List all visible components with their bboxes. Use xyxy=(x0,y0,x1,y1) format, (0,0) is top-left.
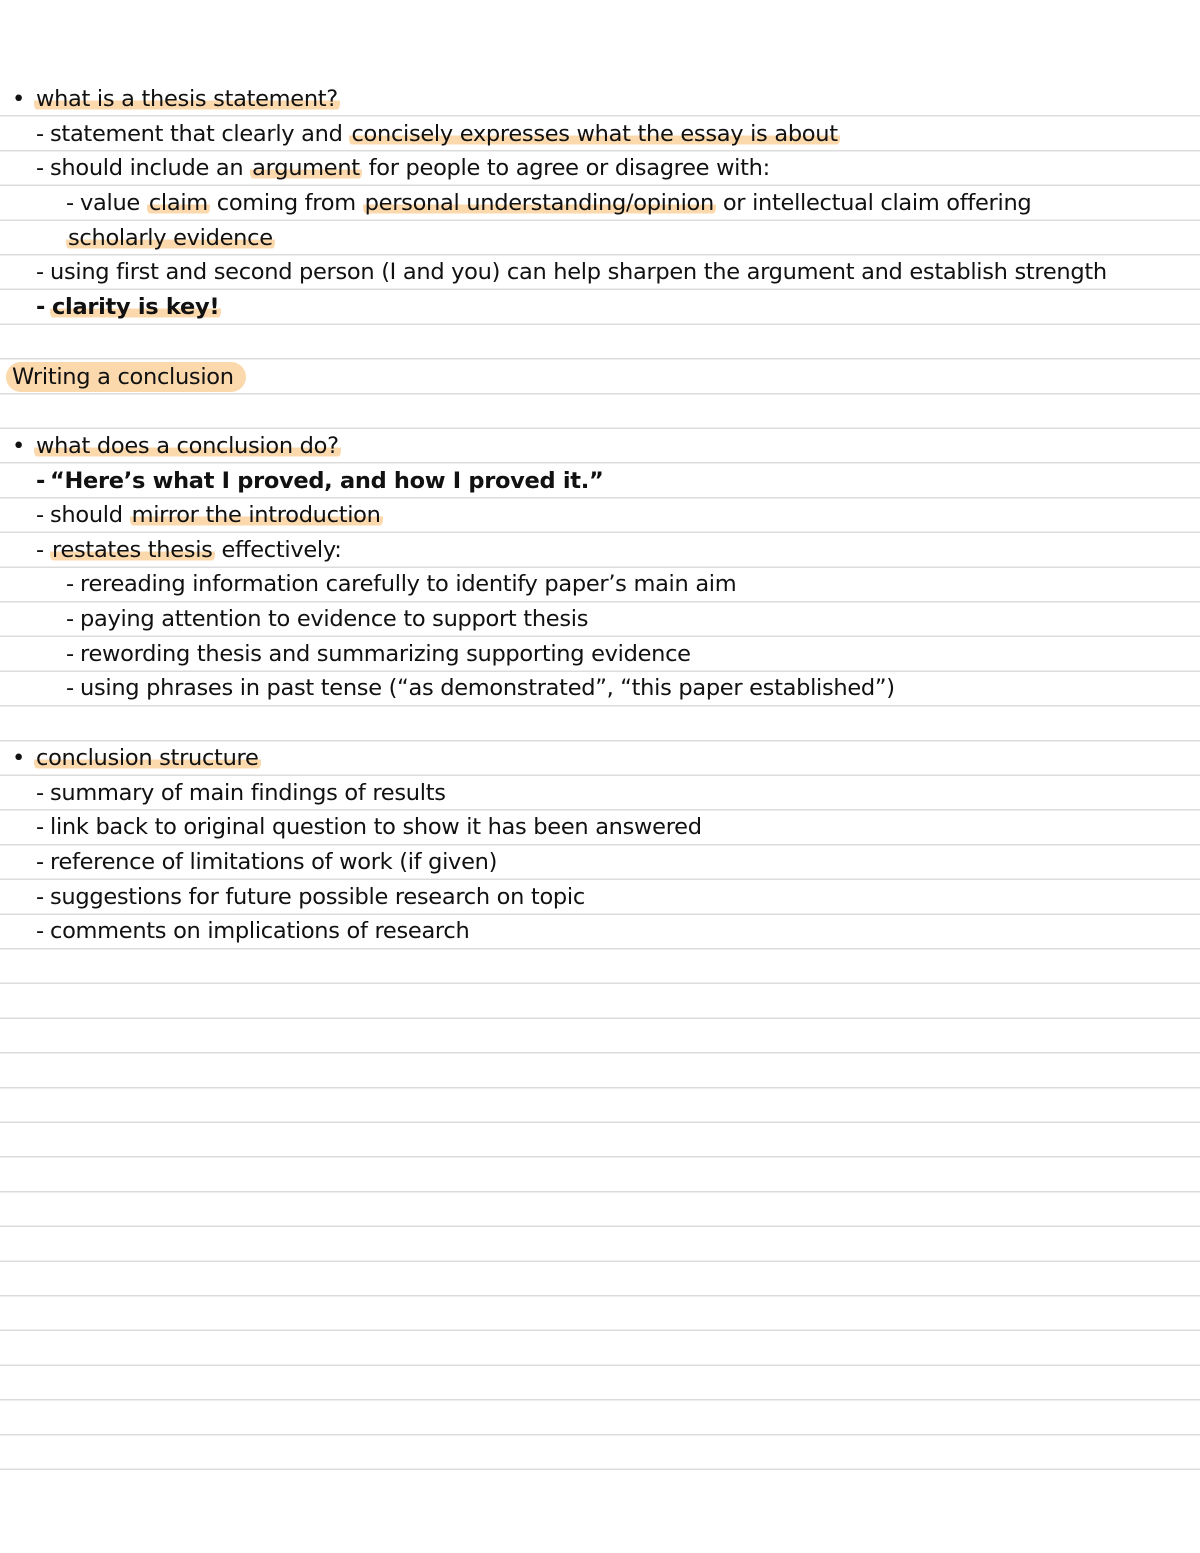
bullet-icon: • xyxy=(12,433,25,459)
conclusion-heading: • what does a conclusion do? xyxy=(12,429,341,464)
structure-point-5: - comments on implications of research xyxy=(36,918,470,944)
structure-point-1: - summary of main findings of results xyxy=(36,780,446,806)
thesis-point-2: - should include an argument for people to agree or disagree with: xyxy=(36,155,770,181)
conclusion-point-3: - restates thesis effectively: xyxy=(36,537,342,563)
structure-point-2: - link back to original question to show it has been answered xyxy=(36,814,702,840)
thesis-subpoint-1: - value claim coming from personal understanding/opinion or intellectual claim offering xyxy=(66,190,1032,216)
structure-point-4: - suggestions for future possible research on topic xyxy=(36,884,585,910)
conclusion-point-2: - should mirror the introduction xyxy=(36,502,381,528)
conclusion-subpoint-2: - paying attention to evidence to support thesis xyxy=(66,606,589,632)
conclusion-subpoint-3: - rewording thesis and summarizing supporting evidence xyxy=(66,641,691,667)
structure-heading: • conclusion structure xyxy=(12,741,261,776)
conclusion-subpoint-4: - using phrases in past tense (“as demonstrated”, “this paper established”) xyxy=(66,675,895,701)
structure-point-3: - reference of limitations of work (if given) xyxy=(36,849,498,875)
thesis-point-3: - using first and second person (I and you) can help sharpen the argument and establish strength xyxy=(36,259,1107,285)
bullet-icon: • xyxy=(12,86,25,112)
conclusion-point-1: - “Here’s what I proved, and how I proved it.” xyxy=(36,468,604,494)
section-title: Writing a conclusion xyxy=(12,360,246,395)
thesis-subpoint-1-continued: scholarly evidence xyxy=(68,225,273,251)
thesis-point-4: - clarity is key! xyxy=(36,294,220,320)
thesis-point-1: - statement that clearly and concisely expresses what the essay is about xyxy=(36,121,838,147)
thesis-heading xyxy=(12,82,340,117)
conclusion-subpoint-1: - rereading information carefully to identify paper’s main aim xyxy=(66,571,737,597)
thesis-heading-text: what is a thesis statement? xyxy=(36,86,338,112)
bullet-icon: • xyxy=(12,745,25,771)
